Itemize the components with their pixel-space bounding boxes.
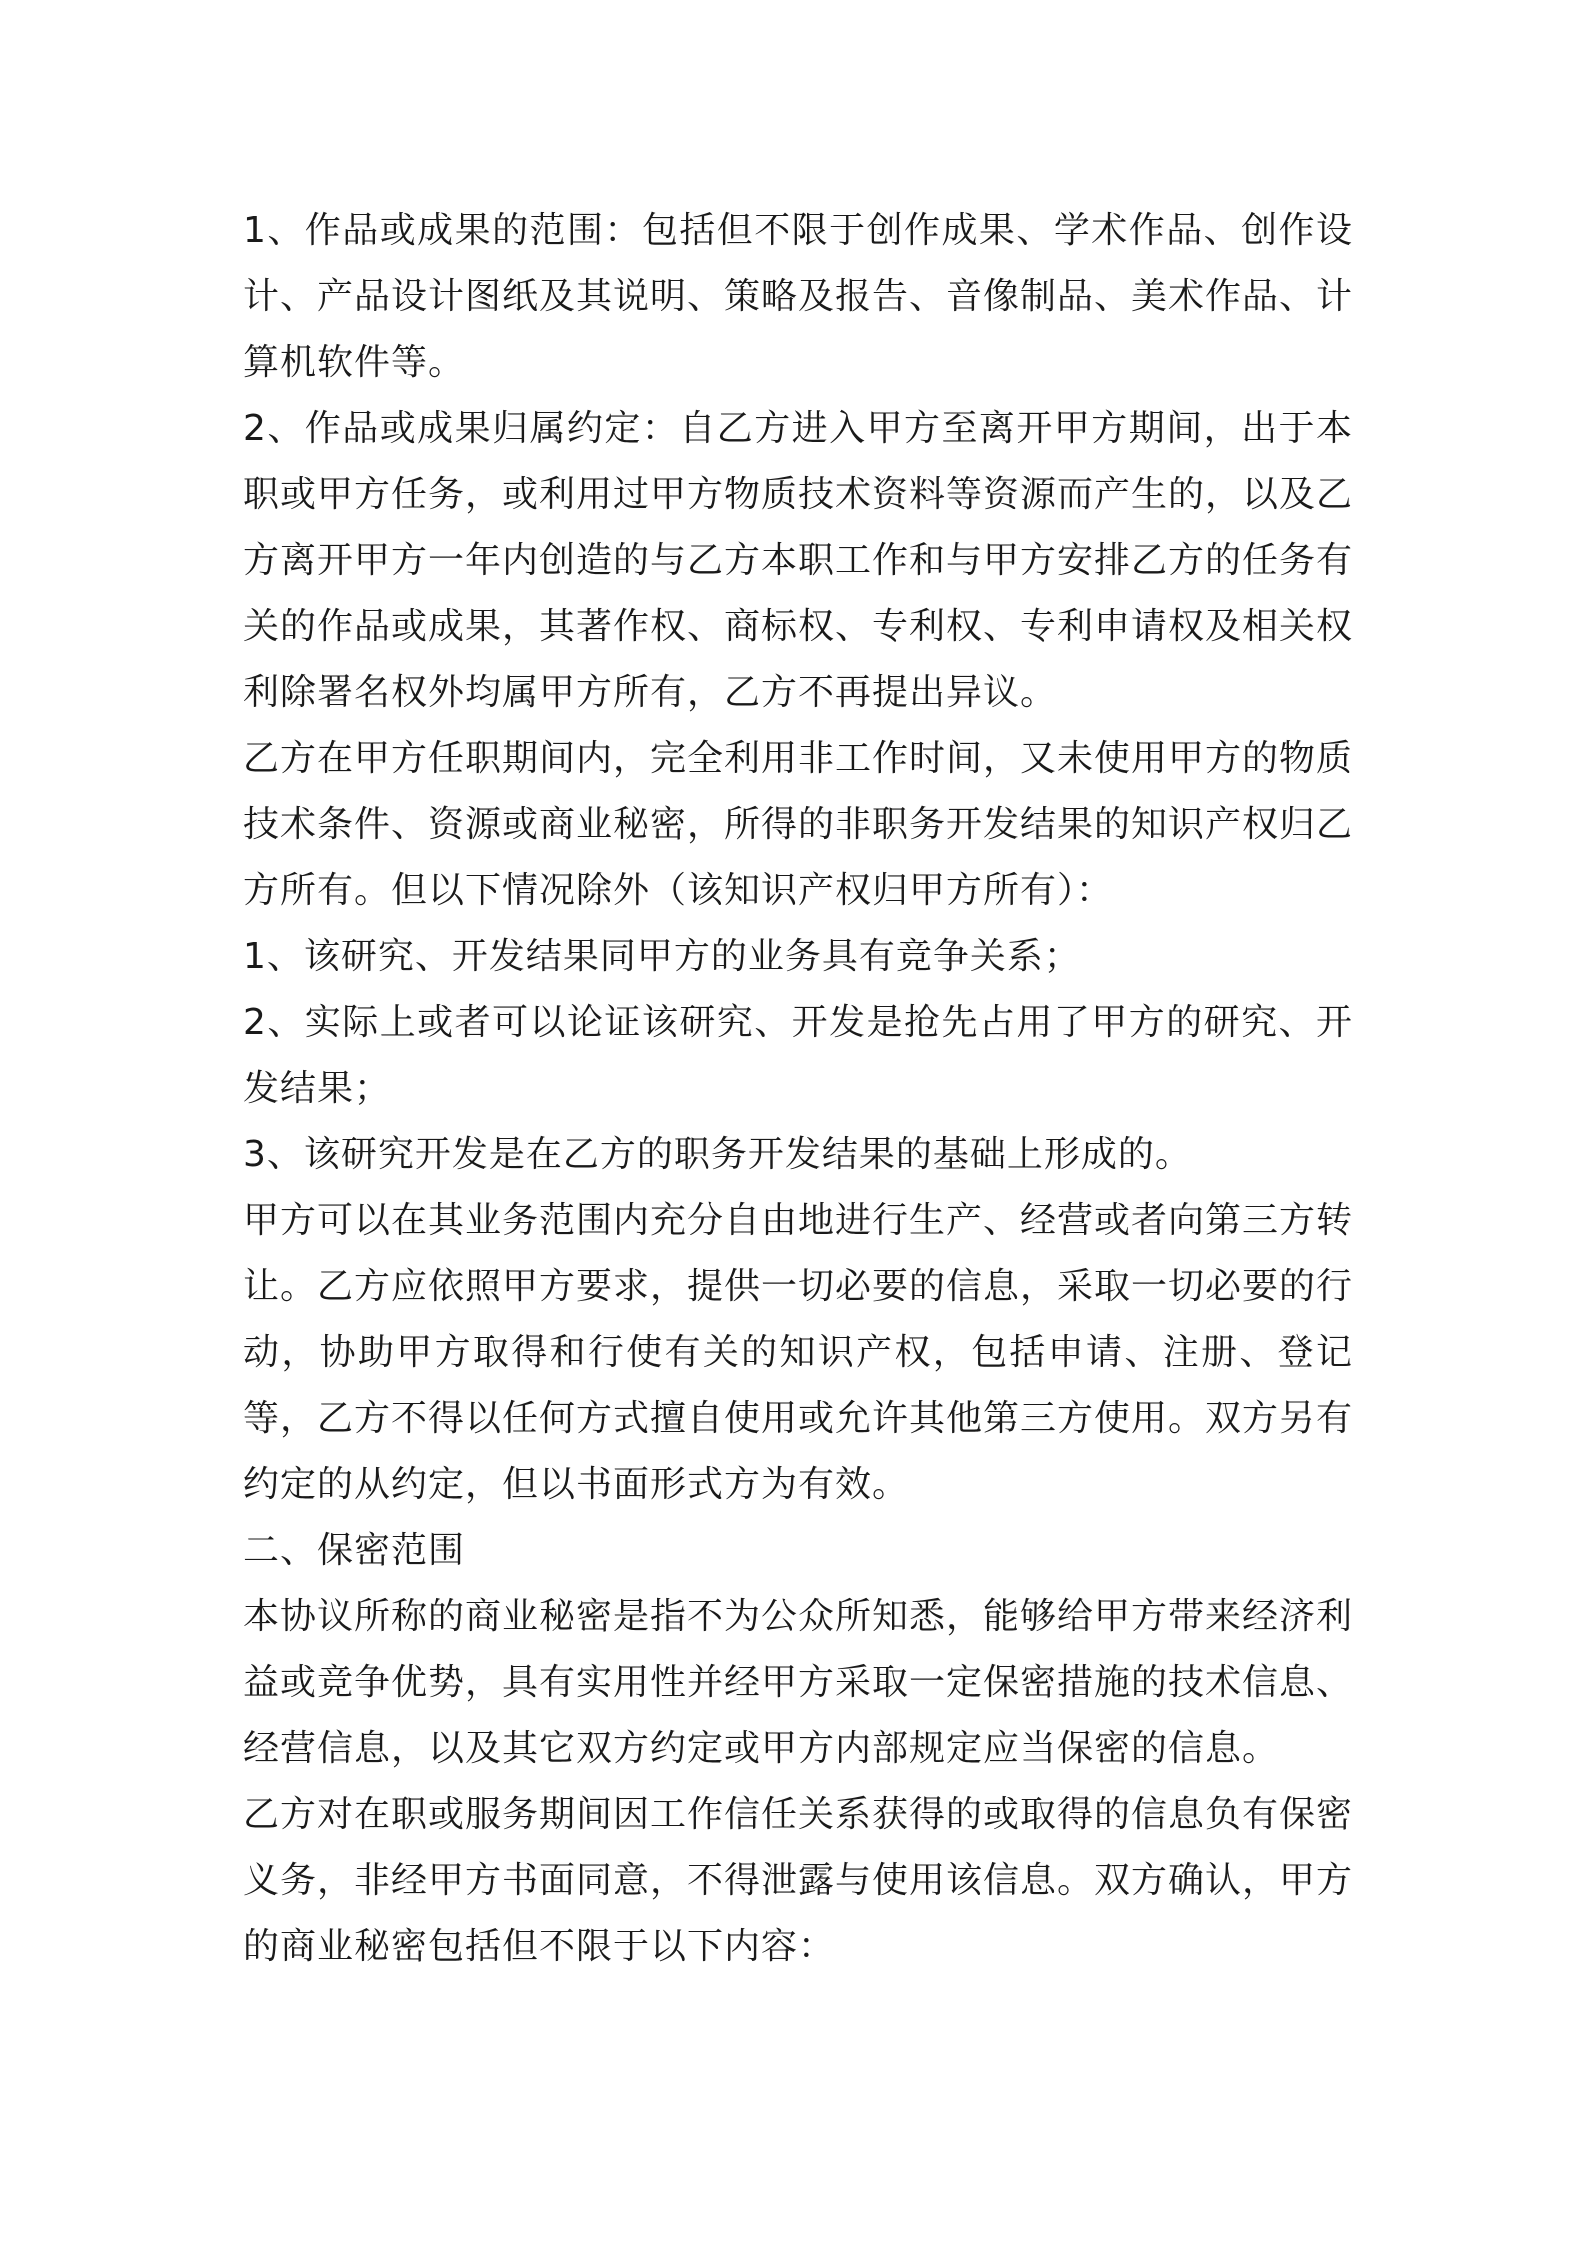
paragraph-non-duty-ip: 乙方在甲方任职期间内，完全利用非工作时间，又未使用甲方的物质技术条件、资源或商业秘密，所得的非职务开发结果的知识产权归乙方所有。但以下情况除外（该知识产权归甲方所有）：: [243, 738, 1354, 911]
paragraph-exception-2: 2、实际上或者可以论证该研究、开发是抢先占用了甲方的研究、开发结果；: [243, 1002, 1353, 1109]
document-body: [243, 198, 1353, 1980]
paragraph-work-scope: 1、作品或成果的范围：包括但不限于创作成果、学术作品、创作设计、产品设计图纸及其说明、策略及报告、音像制品、美术作品、计算机软件等。: [243, 210, 1354, 383]
paragraph-trade-secret-definition: 本协议所称的商业秘密是指不为公众所知悉，能够给甲方带来经济利益或竞争优势，具有实用性并经甲方采取一定保密措施的技术信息、经营信息，以及其它双方约定或甲方内部规定应当保密的信息。: [243, 1596, 1354, 1769]
paragraph-work-ownership: 2、作品或成果归属约定：自乙方进入甲方至离开甲方期间，出于本职或甲方任务，或利用过甲方物质技术资料等资源而产生的，以及乙方离开甲方一年内创造的与乙方本职工作和与甲方安排乙方的任务有关的作品或成果，其著作权、商标权、专利权、专利申请权及相关权利除署名权外均属甲方所有，乙方不再提出异议。: [243, 408, 1354, 713]
paragraph-confidentiality-obligation: 乙方对在职或服务期间因工作信任关系获得的或取得的信息负有保密义务，非经甲方书面同意，不得泄露与使用该信息。双方确认，甲方的商业秘密包括但不限于以下内容：: [243, 1794, 1354, 1967]
paragraph-exception-3: 3、该研究开发是在乙方的职务开发结果的基础上形成的。: [243, 1134, 1192, 1175]
paragraph-exception-1: 1、该研究、开发结果同甲方的业务具有竞争关系；: [243, 936, 1081, 977]
paragraph-party-a-rights: 甲方可以在其业务范围内充分自由地进行生产、经营或者向第三方转让。乙方应依照甲方要求，提供一切必要的信息，采取一切必要的行动，协助甲方取得和行使有关的知识产权，包括申请、注册、登记等，乙方不得以任何方式擅自使用或允许其他第三方使用。双方另有约定的从约定，但以书面形式方为有效。: [243, 1200, 1354, 1505]
section-heading-confidentiality-scope: 二、保密范围: [243, 1530, 466, 1571]
